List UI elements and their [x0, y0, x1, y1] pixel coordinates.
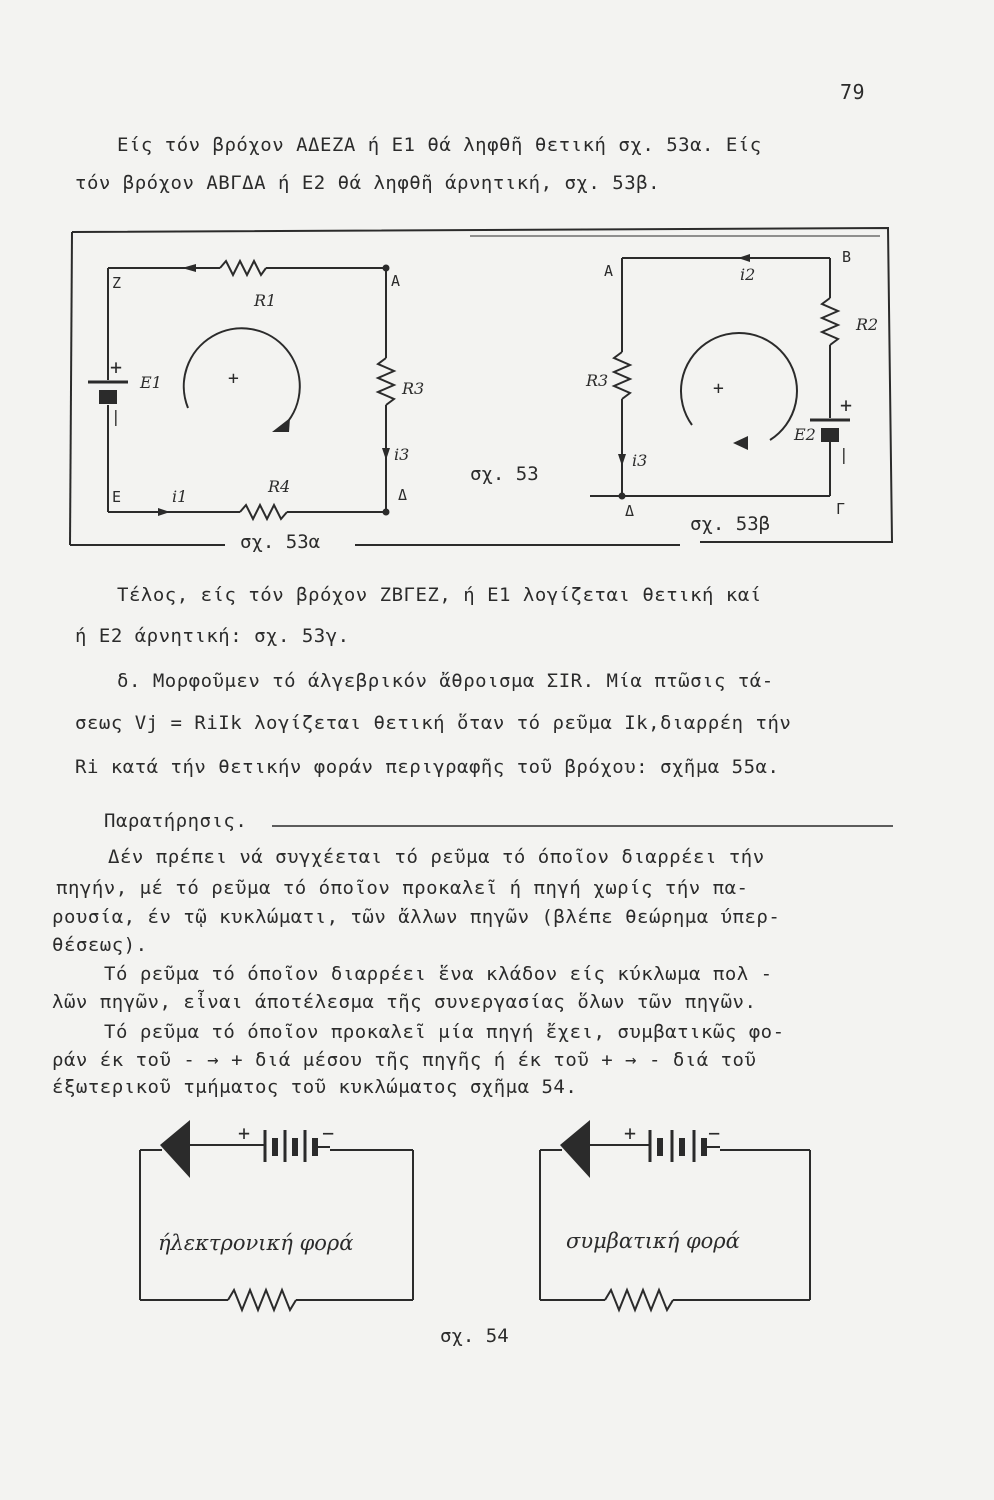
delta-line-1: δ. Μορφοῦμεν τό άλγεβρικόν ἄθροισμα ΣIR. Μία πτῶσις τά- — [117, 670, 774, 692]
label-r1: R1 — [254, 291, 277, 310]
battery-plus-e2: + — [840, 393, 853, 417]
resistor-r2 — [822, 298, 838, 345]
battery-minus-e2: | — [839, 445, 849, 464]
battery-minus-54-left: − — [322, 1121, 335, 1145]
label-conventional-flow: συμβατική φορά — [566, 1229, 740, 1253]
delta-line-3: Ri κατά τήν θετικήν φοράν περιγραφῆς τοῦ βρόχου: σχῆμα 55α. — [75, 756, 780, 778]
remark-line-8: ράν έκ τοῦ - → + διά μέσου τῆς πηγῆς ή έκ τοῦ + → - διά τοῦ — [52, 1049, 757, 1071]
label-i1: i1 — [172, 487, 188, 506]
battery-plus-e1: + — [110, 355, 123, 379]
circuit-54-right — [540, 1120, 810, 1310]
caption-53: σχ. 53 — [470, 463, 539, 485]
remark-line-2: πηγήν, μέ τό ρεῦμα τό όποῖον προκαλεῖ ή πηγή χωρίς τήν πα- — [56, 877, 749, 899]
remark-line-6: λῶν πηγῶν, εἶναι άποτέλεσμα τῆς συνεργασίας ὅλων τῶν πηγῶν. — [52, 991, 757, 1013]
label-r4: R4 — [268, 477, 291, 496]
loop-arrow-53a — [184, 328, 300, 425]
label-i3: i3 — [394, 445, 410, 464]
node-e: E — [112, 488, 122, 506]
node-b: B — [842, 248, 852, 266]
node-d-b: Δ — [625, 502, 635, 520]
label-i3-b: i3 — [632, 451, 648, 470]
node-z: Z — [112, 274, 122, 292]
node-g: Γ — [836, 500, 846, 518]
resistor-r4 — [240, 505, 287, 519]
resistor-54-left — [228, 1290, 296, 1310]
label-r2: R2 — [856, 315, 879, 334]
label-i2: i2 — [740, 265, 756, 284]
battery-plus-54-right: + — [624, 1121, 637, 1145]
label-e2: E2 — [794, 425, 816, 444]
remark-heading: Παρατήρησις. — [104, 810, 248, 832]
label-r3-b: R3 — [586, 371, 609, 390]
label-electron-flow: ήλεκτρονική φορά — [158, 1231, 354, 1255]
loop-plus-53b: + — [713, 378, 724, 399]
battery-minus-e1: | — [111, 407, 121, 426]
node-d: Δ — [398, 486, 408, 504]
remark-line-9: έξωτερικοῦ τμήματος τοῦ κυκλώματος σχῆμα 54. — [52, 1076, 578, 1098]
remark-line-1: Δέν πρέπει νά συγχέεται τό ρεῦμα τό όποῖον διαρρέει τήν — [108, 846, 765, 868]
circuit-53a — [88, 261, 394, 519]
node-a-b: A — [604, 262, 614, 280]
remark-line-3: ρουσία, έν τῷ κυκλώματι, τῶν ἄλλων πηγῶν (βλέπε θεώρημα ύπερ- — [52, 906, 781, 928]
loop-arrow-53b — [681, 333, 797, 440]
label-e1: E1 — [140, 373, 162, 392]
circuit-53b — [590, 254, 853, 499]
intro-line-1: Είς τόν βρόχον ΑΔΕΖΑ ή Ε1 θά ληφθῆ θετική σχ. 53α. Είς — [117, 134, 762, 156]
battery-plus-54-left: + — [238, 1121, 251, 1145]
battery-minus-54-right: − — [708, 1121, 721, 1145]
remark-line-7: Τό ρεῦμα τό όποῖον προκαλεῖ μία πηγή ἔχει, συμβατικῶς φο- — [104, 1021, 785, 1043]
remark-line-5: Τό ρεῦμα τό όποῖον διαρρέει ἕνα κλάδον είς κύκλωμα πολ - — [104, 963, 773, 985]
big-arrow-left — [160, 1120, 190, 1178]
final-line-2: ή Ε2 άρνητική: σχ. 53γ. — [75, 625, 350, 647]
resistor-r3 — [378, 358, 394, 405]
node-a: A — [391, 272, 401, 290]
intro-line-2: τόν βρόχον ΑΒΓΔΑ ή Ε2 θά ληφθῆ άρνητική, σχ. 53β. — [75, 172, 661, 194]
resistor-54-right — [605, 1290, 673, 1310]
big-arrow-right — [560, 1120, 590, 1178]
remark-line-4: θέσεως). — [52, 934, 148, 956]
caption-53a: σχ. 53α — [240, 531, 321, 553]
caption-54: σχ. 54 — [440, 1325, 509, 1347]
resistor-r3b — [614, 352, 630, 399]
caption-53b: σχ. 53β — [690, 513, 771, 535]
page-number: 79 — [840, 80, 866, 104]
label-r3: R3 — [402, 379, 425, 398]
resistor-r1 — [220, 261, 266, 275]
circuit-54-left — [140, 1120, 413, 1310]
delta-line-2: σεως Vj = RiIk λογίζεται θετική ὅταν τό ρεῦμα Ik,διαρρέη τήν — [75, 712, 792, 734]
fig53-frame — [72, 228, 892, 542]
final-line-1: Τέλος, είς τόν βρόχον ΖΒΓΕΖ, ή Ε1 λογίζεται θετική καί — [117, 584, 762, 606]
loop-plus-53a: + — [228, 368, 239, 389]
